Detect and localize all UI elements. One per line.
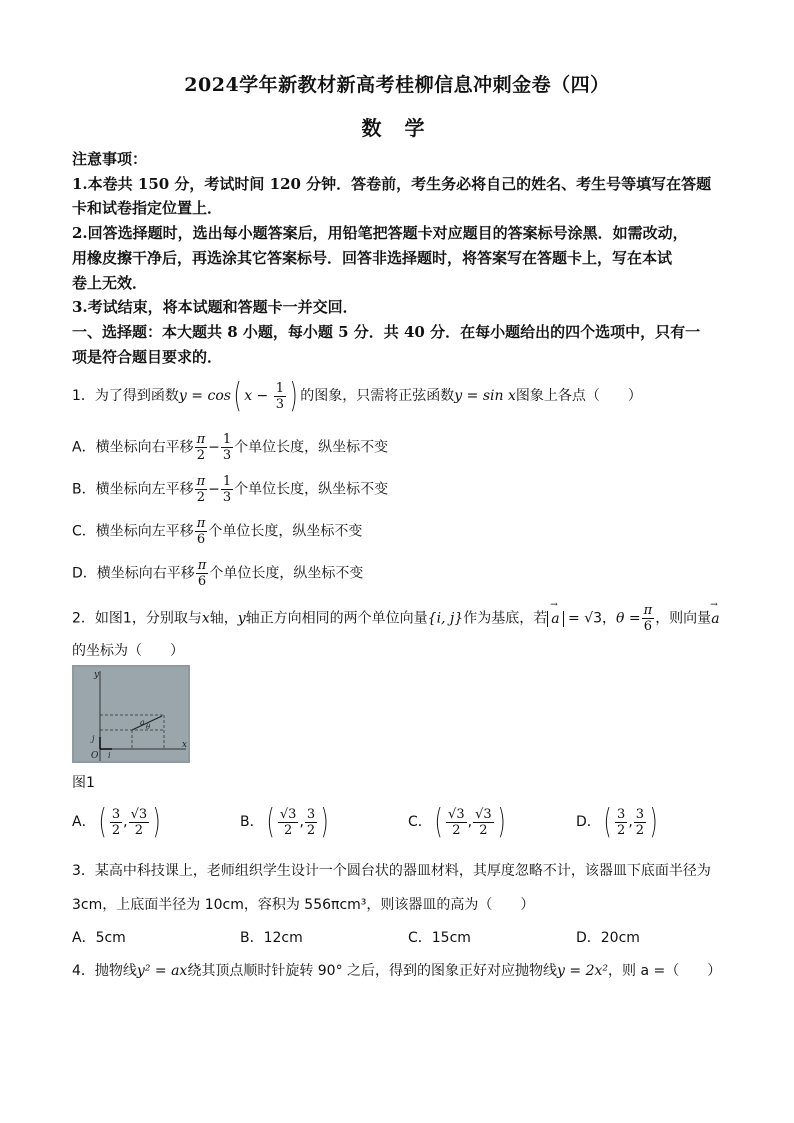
q1-d-f1n: π <box>197 558 207 573</box>
q2-theta: θ = <box>616 610 641 627</box>
q2-a-n1: 3 <box>111 806 121 822</box>
q2-c-n1: √3 <box>448 806 465 822</box>
q2-option-c[interactable]: C．( $\frac{√3}{2}$ , $\frac{√3}{2}$ ) <box>408 802 506 842</box>
q1-option-a[interactable] <box>72 432 388 463</box>
q1-right-paren: ) <box>289 376 298 416</box>
figure-1-image <box>72 665 190 763</box>
q1-frac-num: 1 <box>275 380 285 396</box>
figure-label-a: a <box>140 718 145 727</box>
note-3: 3.考试结束，将本试题和答题卡一并交回． <box>72 298 358 316</box>
figure-inner <box>74 667 188 761</box>
q2-option-d[interactable]: D．( $\frac{3}{2}$ , $\frac{3}{2}$ ) <box>576 802 658 842</box>
figure-label-theta: θ <box>146 723 151 731</box>
q1-option-c[interactable] <box>72 516 362 547</box>
q1-b-f1d: 2 <box>196 490 206 505</box>
q4-mid: 绕其顶点顺时针旋转 90° 之后，得到的图象正好对应抛物线 <box>187 963 558 979</box>
q2-b-n1: √3 <box>279 806 297 822</box>
q2-mid4: ，则向量 <box>655 610 712 627</box>
q1-a-label: A．横坐标向右平移 <box>72 439 194 456</box>
figure-label-y: y <box>94 670 100 680</box>
q1-d-frac1 <box>196 558 209 589</box>
q1-a-f1d: 2 <box>196 448 205 463</box>
q1-b-op: − <box>208 481 220 498</box>
note-2-line-2: 用橡皮擦干净后，再选涂其它答案标号．回答非选择题时，将答案写在答题卡上，写在本试 <box>72 249 673 267</box>
q2-abs-a <box>547 611 563 627</box>
figure-label-i: i <box>108 751 111 760</box>
q1-a-frac2 <box>221 432 233 463</box>
q3-option-d[interactable]: D．20cm <box>576 930 640 946</box>
q1-d-tail: 个单位长度，纵坐标不变 <box>209 565 364 582</box>
q1-fraction <box>274 381 286 412</box>
q2-eq-val: = √3， <box>563 610 617 627</box>
q1-left-paren: ( <box>233 376 242 416</box>
exam-subject: 数 学 <box>361 116 433 140</box>
q2-b-d1: 2 <box>284 822 293 838</box>
q2-d-d1: 2 <box>617 822 626 838</box>
q2-c-n2: √3 <box>475 806 492 822</box>
q1-d-label: D．横坐标向右平移 <box>72 565 195 582</box>
q2-theta-frac <box>642 603 655 634</box>
q1-y: y <box>178 388 187 404</box>
q2-b-d2: 2 <box>306 822 316 838</box>
q1-option-b[interactable] <box>72 474 388 505</box>
exam-title: 2024学年新教材新高考桂柳信息冲刺金卷（四） <box>184 74 610 96</box>
section-1-line-2: 项是符合题目要求的． <box>72 348 223 366</box>
q2-c-d1: 2 <box>452 822 461 838</box>
figure-1-caption: 图1 <box>72 775 95 791</box>
q1-a-tail: 个单位长度，纵坐标不变 <box>234 439 389 456</box>
notes-heading: 注意事项： <box>72 150 148 168</box>
q2-d-rp: ) <box>649 802 658 842</box>
q1-c-f1d: 6 <box>196 532 206 547</box>
q2-b-frac1 <box>278 807 299 838</box>
q2-abs-a-letter: → a <box>551 611 559 627</box>
q2-vec-a: → a <box>711 611 719 627</box>
q4-eq2: y = 2x² <box>557 963 609 979</box>
question-4-stem <box>72 960 721 980</box>
q1-c-f1n: π <box>196 516 206 531</box>
q3-option-a[interactable]: A．5cm <box>72 930 126 946</box>
q2-a-label: A． <box>72 814 96 830</box>
q2-d-frac2 <box>634 807 646 838</box>
figure-label-o: O <box>91 751 99 761</box>
q1-prefix: 1．为了得到函数 <box>72 388 179 404</box>
q2-a-n2: √3 <box>130 806 148 822</box>
note-1-line-2: 卡和试卷指定位置上． <box>72 199 223 217</box>
q1-sin-expr: y = sin x <box>454 388 516 404</box>
q2-d-lp: ( <box>603 802 612 842</box>
q2-a-frac2 <box>129 807 150 838</box>
q4-prefix: 4．抛物线 <box>72 963 137 979</box>
q1-b-tail: 个单位长度，纵坐标不变 <box>234 481 389 498</box>
q2-a-frac1 <box>110 807 122 838</box>
q2-a-rp: ) <box>152 802 161 842</box>
q1-x: x <box>244 388 253 404</box>
q1-a-frac1 <box>195 432 208 463</box>
q2-mid3: 作为基底，若 <box>463 610 548 627</box>
q1-suffix: 图象上各点（ ） <box>515 388 642 404</box>
figure-label-x: x <box>182 740 188 750</box>
q2-c-label: C． <box>408 814 432 830</box>
q2-mid2: 轴正方向相同的两个单位向量 <box>245 610 428 627</box>
question-1-stem <box>72 378 642 414</box>
q3-line-2: 3cm，上底面半径为 10cm，容积为 556πcm³，则该器皿的高为（ ） <box>72 897 535 913</box>
q2-option-a[interactable]: A．( $\frac{3}{2}$ , $\frac{√3}{2}$ ) <box>72 802 161 842</box>
q2-b-lp: ( <box>266 802 275 842</box>
q2-c-frac1 <box>446 807 467 838</box>
figure-label-j: j <box>92 734 95 743</box>
q1-option-d[interactable] <box>72 558 363 589</box>
q2-d-n1: 3 <box>617 806 626 822</box>
q3-line-1: 3．某高中科技课上，老师组织学生设计一个圆台状的器皿材料，其厚度忽略不计，该器皿下底面半径为 <box>72 863 711 879</box>
q2-c-rp: ) <box>497 802 506 842</box>
q2-b-frac2 <box>305 807 317 838</box>
q2-d-frac1 <box>615 807 627 838</box>
q1-b-frac2 <box>221 474 233 505</box>
q1-frac-den: 3 <box>275 396 285 412</box>
q2-line-2: 的坐标为（ ） <box>72 643 184 659</box>
q2-b-n2: 3 <box>306 806 316 822</box>
q2-y: y <box>237 610 246 627</box>
q2-d-d2: 2 <box>635 822 645 838</box>
q2-a-d1: 2 <box>111 822 121 838</box>
q1-d-f1d: 6 <box>197 574 207 589</box>
q1-a-f2d: 3 <box>222 448 232 463</box>
q2-c-d2: 2 <box>479 822 488 838</box>
q3-option-b[interactable]: B．12cm <box>240 930 303 946</box>
q4-suffix: ，则 a =（ ） <box>608 963 722 979</box>
q1-c-frac1 <box>195 516 208 547</box>
section-1-line-1: 一、选择题：本大题共 8 小题，每小题 5 分．共 40 分．在每小题给出的四个选项中，只有一 <box>72 323 701 341</box>
q1-a-f2n: 1 <box>222 432 232 447</box>
q2-mid1: 轴， <box>209 610 238 627</box>
q1-mid: 的图象，只需将正弦函数 <box>300 388 455 404</box>
q2-c-frac2 <box>473 807 494 838</box>
q2-option-b[interactable]: B．( $\frac{√3}{2}$ , $\frac{3}{2}$ ) <box>240 802 329 842</box>
q1-b-label: B．横坐标向左平移 <box>72 481 194 498</box>
note-2-line-3: 卷上无效． <box>72 274 148 292</box>
q2-a-lp: ( <box>98 802 107 842</box>
q2-prefix: 2．如图1，分别取与 <box>72 610 202 627</box>
q1-b-frac1 <box>195 474 208 505</box>
q1-c-tail: 个单位长度，纵坐标不变 <box>208 523 363 540</box>
q2-a-d2: 2 <box>134 822 143 838</box>
q2-d-label: D． <box>576 814 601 830</box>
question-2-stem <box>72 603 720 634</box>
q2-c-lp: ( <box>434 802 443 842</box>
q1-b-f2n: 1 <box>222 474 232 489</box>
q2-b-label: B． <box>240 814 264 830</box>
q1-c-label: C．横坐标向左平移 <box>72 523 194 540</box>
q1-b-f1n: π <box>196 474 206 489</box>
q2-x: x <box>201 610 210 627</box>
q1-minus: − <box>252 388 273 404</box>
q3-option-c[interactable]: C．15cm <box>408 930 471 946</box>
q1-a-f1n: π <box>196 432 206 447</box>
q1-b-f2d: 3 <box>222 490 232 505</box>
note-1-line-1: 1.本卷共 150 分，考试时间 120 分钟．答卷前，考生务必将自己的姓名、考生号等填写在答题 <box>72 175 712 193</box>
q2-b-rp: ) <box>320 802 329 842</box>
q4-eq1: y² = ax <box>136 963 188 979</box>
q2-theta-n: π <box>643 603 653 618</box>
q1-a-op: − <box>208 439 220 456</box>
note-2-line-1: 2.回答选择题时，选出每小题答案后，用铅笔把答题卡对应题目的答案标号涂黑．如需改动， <box>72 224 688 242</box>
q2-basis: {i, j} <box>427 610 464 627</box>
q1-cos: = cos <box>186 388 231 404</box>
q2-theta-d: 6 <box>643 619 653 634</box>
q2-d-n2: 3 <box>635 806 645 822</box>
